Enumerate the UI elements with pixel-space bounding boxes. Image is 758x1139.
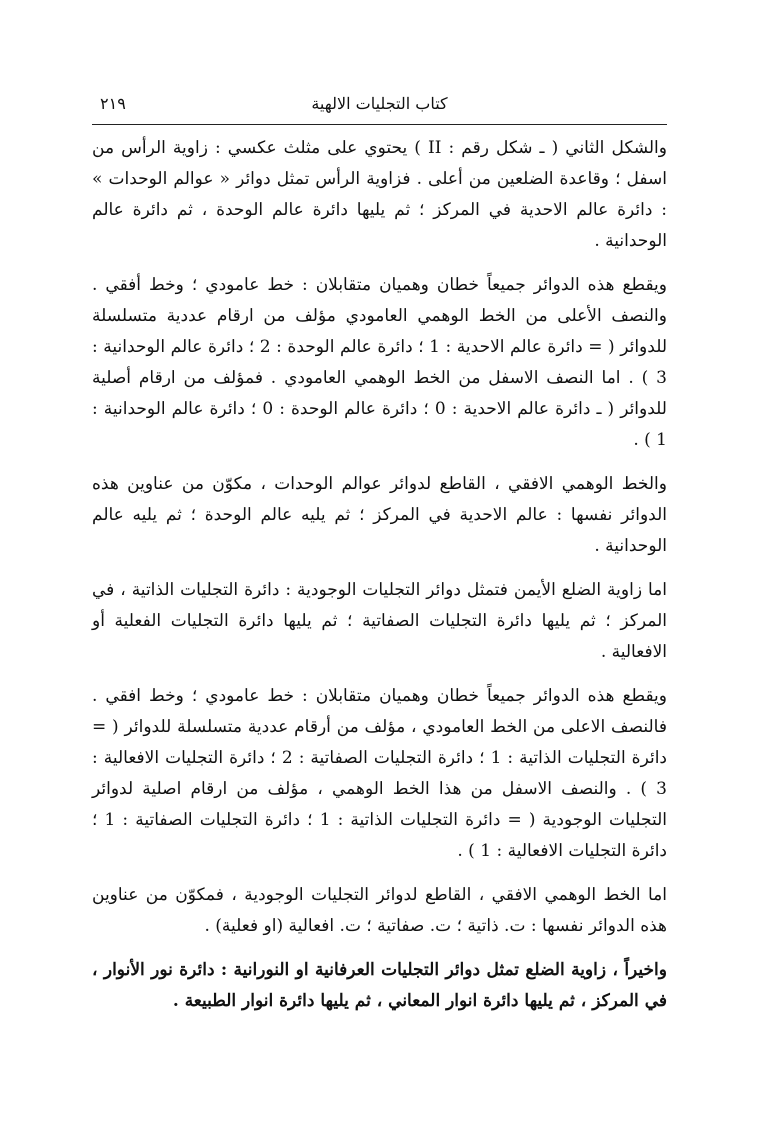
document-page	[92, 92, 667, 1017]
paragraph-7: واخيراً ، زاوية الضلع تمثل دوائر التجليات العرفانية او النورانية : دائرة نور الأنوار ، في المركز ، ثم يليها دائرة انوار المعاني ، ثم يليها دائرة انوار الطبيعة .	[92, 960, 667, 1011]
page-header	[92, 92, 667, 118]
paragraph-3: والخط الوهمي الافقي ، القاطع لدوائر عوالم الوحدات ، مكوّن من عناوين هذه الدوائر نفسها : عالم الاحدية في المركز ؛ ثم يليه عالم الوحدة ؛ ثم يليه عالم الوحدانية .	[92, 474, 667, 556]
paragraph-4: اما زاوية الضلع الأيمن فتمثل دوائر التجليات الوجودية : دائرة التجليات الذاتية ، في المركز ؛ ثم يليها دائرة التجليات الصفاتية ؛ ثم يليها دائرة التجليات الفعلية أو الافعالية .	[92, 580, 667, 662]
running-title: كتاب التجليات الالهية	[311, 94, 448, 113]
header-divider	[92, 124, 667, 125]
paragraph-6: اما الخط الوهمي الافقي ، القاطع لدوائر التجليات الوجودية ، فمكوّن من عناوين هذه الدوائر نفسها : ت. ذاتية ؛ ت. صفاتية ؛ ت. افعالية (او فعلية) .	[92, 885, 667, 936]
page-number: ٢١٩	[100, 94, 126, 113]
paragraph-2: ويقطع هذه الدوائر جميعاً خطان وهميان متقابلان : خط عامودي ؛ وخط أفقي . والنصف الأعلى من الخط الوهمي العامودي مؤلف من ارقام عددية متسلسلة للدوائر ( = دائرة عالم الاحدية : 1 ؛ دائرة عالم الوحدة : 2 ؛ دائرة عالم الوحدانية : 3 ) . اما النصف الاسفل من الخط الوهمي العامودي . فمؤلف من ارقام أصلية للدوائر ( ـ دائرة عالم الاحدية : 0 ؛ دائرة عالم الوحدة : 0 ؛ دائرة عالم الوحدانية : 1 ) .	[92, 275, 667, 450]
paragraph-5: ويقطع هذه الدوائر جميعاً خطان وهميان متقابلان : خط عامودي ؛ وخط افقي . فالنصف الاعلى من الخط العامودي ، مؤلف من أرقام عددية متسلسلة للدوائر ( = دائرة التجليات الذاتية : 1 ؛ دائرة التجليات الصفاتية : 2 ؛ دائرة التجليات الافعالية : 3 ) . والنصف الاسفل من هذا الخط الوهمي ، مؤلف من ارقام اصلية لدوائر التجليات الوجودية ( = دائرة التجليات الذاتية : 1 ؛ دائرة التجليات الصفاتية : 1 ؛ دائرة التجليات الافعالية : 1 ) .	[92, 686, 667, 861]
paragraph-1: والشكل الثاني ( ـ شكل رقم : II ) يحتوي على مثلث عكسي : زاوية الرأس من اسفل ؛ وقاعدة الضلعين من أعلى . فزاوية الرأس تمثل دوائر « عوالم الوحدات » : دائرة عالم الاحدية في المركز ؛ ثم يليها دائرة عالم الوحدة ، ثم دائرة عالم الوحدانية .	[92, 138, 667, 251]
